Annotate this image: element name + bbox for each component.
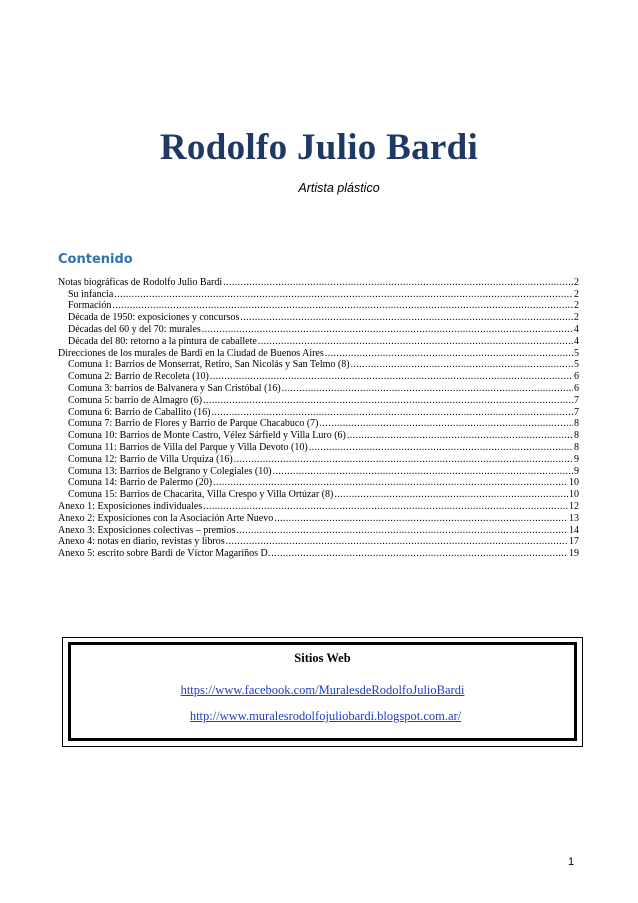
toc-leader-dots [325, 348, 573, 359]
toc-leader-dots [282, 383, 573, 394]
toc-entry-title: Comuna 11: Barrios de Villa del Parque y Villa Devoto (10) [68, 441, 308, 453]
toc-entry-page: 2 [574, 288, 579, 300]
toc-entry-title: Comuna 3: barrios de Balvanera y San Cristóbal (16) [68, 382, 281, 394]
toc-entry-page: 7 [574, 394, 579, 406]
toc-leader-dots [273, 466, 573, 477]
toc-entry-page: 17 [569, 536, 579, 548]
toc-entry-page: 6 [574, 382, 579, 394]
websites-box [62, 637, 583, 747]
toc-leader-dots [271, 548, 568, 559]
toc-entry-title: Comuna 1: Barrios de Monserrat, Retiro, San Nicolás y San Telmo (8) [68, 359, 350, 371]
toc-entry-page: 9 [574, 453, 579, 465]
page-number: 1 [568, 856, 575, 868]
toc-entry[interactable] [58, 536, 579, 548]
toc-entry-title: Comuna 7: Barrio de Flores y Barrio de Parque Chacabuco (7) [68, 418, 319, 430]
toc-leader-dots [309, 442, 573, 453]
toc-entry-title: Décadas del 60 y del 70: murales [68, 323, 201, 335]
toc-entry[interactable] [58, 441, 579, 453]
websites-heading: Sitios Web [294, 651, 351, 665]
toc-entry-page: 8 [574, 430, 579, 442]
toc-leader-dots [203, 395, 573, 406]
toc-entry-title: Anexo 1: Exposiciones individuales [58, 500, 203, 512]
toc-leader-dots [226, 536, 568, 547]
toc-entry-title: Comuna 2: Barrio de Recoleta (10) [68, 371, 209, 383]
toc-leader-dots [202, 324, 573, 335]
toc-entry-page: 10 [569, 477, 579, 489]
toc-leader-dots [234, 454, 573, 465]
toc-leader-dots [210, 371, 573, 382]
toc-entry[interactable] [58, 500, 579, 512]
toc-entry-title: Comuna 5: barrio de Almagro (6) [68, 394, 203, 406]
toc-entry-title: Direcciones de los murales de Bardi en la Ciudad de Buenos Aires [58, 347, 324, 359]
toc-leader-dots [351, 359, 573, 370]
toc-entry-page: 5 [574, 347, 579, 359]
toc-entry[interactable] [58, 488, 579, 500]
toc-leader-dots [213, 477, 568, 488]
toc-entry-title: Notas biográficas de Rodolfo Julio Bardi [58, 276, 223, 288]
toc-entry-title: Comuna 12: Barrio de Villa Urquiza (16) [68, 453, 233, 465]
blog-link[interactable]: http://www.muralesrodolfojuliobardi.blogspot.com.ar/ [189, 709, 462, 723]
toc-entry-title: Su infancia [68, 288, 114, 300]
toc-entry[interactable] [58, 394, 579, 406]
toc-entry-title: Anexo 3: Exposiciones colectivas – premios [58, 524, 236, 536]
toc-leader-dots [223, 277, 573, 288]
toc-entry[interactable] [58, 382, 579, 394]
toc-entry[interactable] [58, 347, 579, 359]
toc-entry[interactable] [58, 370, 579, 382]
toc-entry[interactable] [58, 453, 579, 465]
toc-entry-page: 4 [574, 323, 579, 335]
toc-entry[interactable] [58, 359, 579, 371]
toc-entry-title: Formación [68, 300, 112, 312]
toc-entry[interactable] [58, 465, 579, 477]
document-title: Rodolfo Julio Bardi [159, 127, 479, 168]
toc-entry-title: Comuna 13: Barrios de Belgrano y Colegiales (10) [68, 465, 272, 477]
toc-entry[interactable] [58, 547, 579, 559]
toc-entry[interactable] [58, 524, 579, 536]
toc-entry-title: Comuna 14: Barrio de Palermo (20) [68, 477, 213, 489]
table-of-contents [58, 276, 579, 559]
toc-entry-title: Década de 1950: exposiciones y concursos [68, 312, 240, 324]
toc-entry-page: 14 [569, 524, 579, 536]
toc-leader-dots [211, 407, 573, 418]
toc-entry-page: 9 [574, 465, 579, 477]
toc-entry[interactable] [58, 300, 579, 312]
toc-leader-dots [114, 289, 573, 300]
toc-entry[interactable] [58, 406, 579, 418]
toc-leader-dots [112, 300, 573, 311]
toc-entry-title: Anexo 2: Exposiciones con la Asociación Arte Nuevo [58, 512, 274, 524]
toc-entry-page: 19 [569, 548, 579, 560]
toc-entry[interactable] [58, 288, 579, 300]
toc-leader-dots [347, 430, 573, 441]
toc-entry-page: 4 [574, 335, 579, 347]
toc-entry-title: Anexo 4: notas en diario, revistas y libros [58, 536, 225, 548]
toc-entry-title: Comuna 6: Barrio de Caballito (16) [68, 406, 211, 418]
toc-entry-page: 8 [574, 441, 579, 453]
toc-entry-page: 13 [569, 512, 579, 524]
toc-leader-dots [236, 525, 568, 536]
toc-entry[interactable] [58, 335, 579, 347]
toc-entry-title: Década del 80: retorno a la pintura de caballete [68, 335, 257, 347]
toc-entry[interactable] [58, 276, 579, 288]
toc-entry-page: 5 [574, 359, 579, 371]
toc-entry-title: Anexo 5: escrito sobre Bardi de Víctor Magariños D. [58, 548, 271, 560]
toc-entry-title: Comuna 10: Barrios de Monte Castro, Vélez Sárfield y Villa Luro (6) [68, 430, 346, 442]
toc-entry-page: 6 [574, 371, 579, 383]
toc-entry[interactable] [58, 477, 579, 489]
toc-entry-page: 2 [574, 300, 579, 312]
toc-heading: Contenido [58, 252, 133, 267]
toc-entry-page: 2 [574, 276, 579, 288]
facebook-link[interactable]: https://www.facebook.com/MuralesdeRodolfoJulioBardi [180, 683, 465, 697]
toc-leader-dots [203, 501, 568, 512]
toc-leader-dots [320, 418, 574, 429]
toc-entry-page: 2 [574, 312, 579, 324]
toc-entry-page: 7 [574, 406, 579, 418]
toc-entry[interactable] [58, 429, 579, 441]
toc-entry-page: 12 [569, 500, 579, 512]
toc-entry-title: Comuna 15: Barrios de Chacarita, Villa Crespo y Villa Ortúzar (8) [68, 489, 334, 501]
toc-entry[interactable] [58, 418, 579, 430]
toc-leader-dots [274, 513, 568, 524]
toc-entry[interactable] [58, 311, 579, 323]
toc-leader-dots [240, 312, 573, 323]
toc-entry[interactable] [58, 323, 579, 335]
document-subtitle: Artista plástico [298, 181, 380, 195]
toc-leader-dots [334, 489, 568, 500]
toc-leader-dots [258, 336, 573, 347]
toc-entry-page: 8 [574, 418, 579, 430]
websites-box-inner [68, 642, 577, 741]
toc-entry[interactable] [58, 512, 579, 524]
toc-entry-page: 10 [569, 489, 579, 501]
